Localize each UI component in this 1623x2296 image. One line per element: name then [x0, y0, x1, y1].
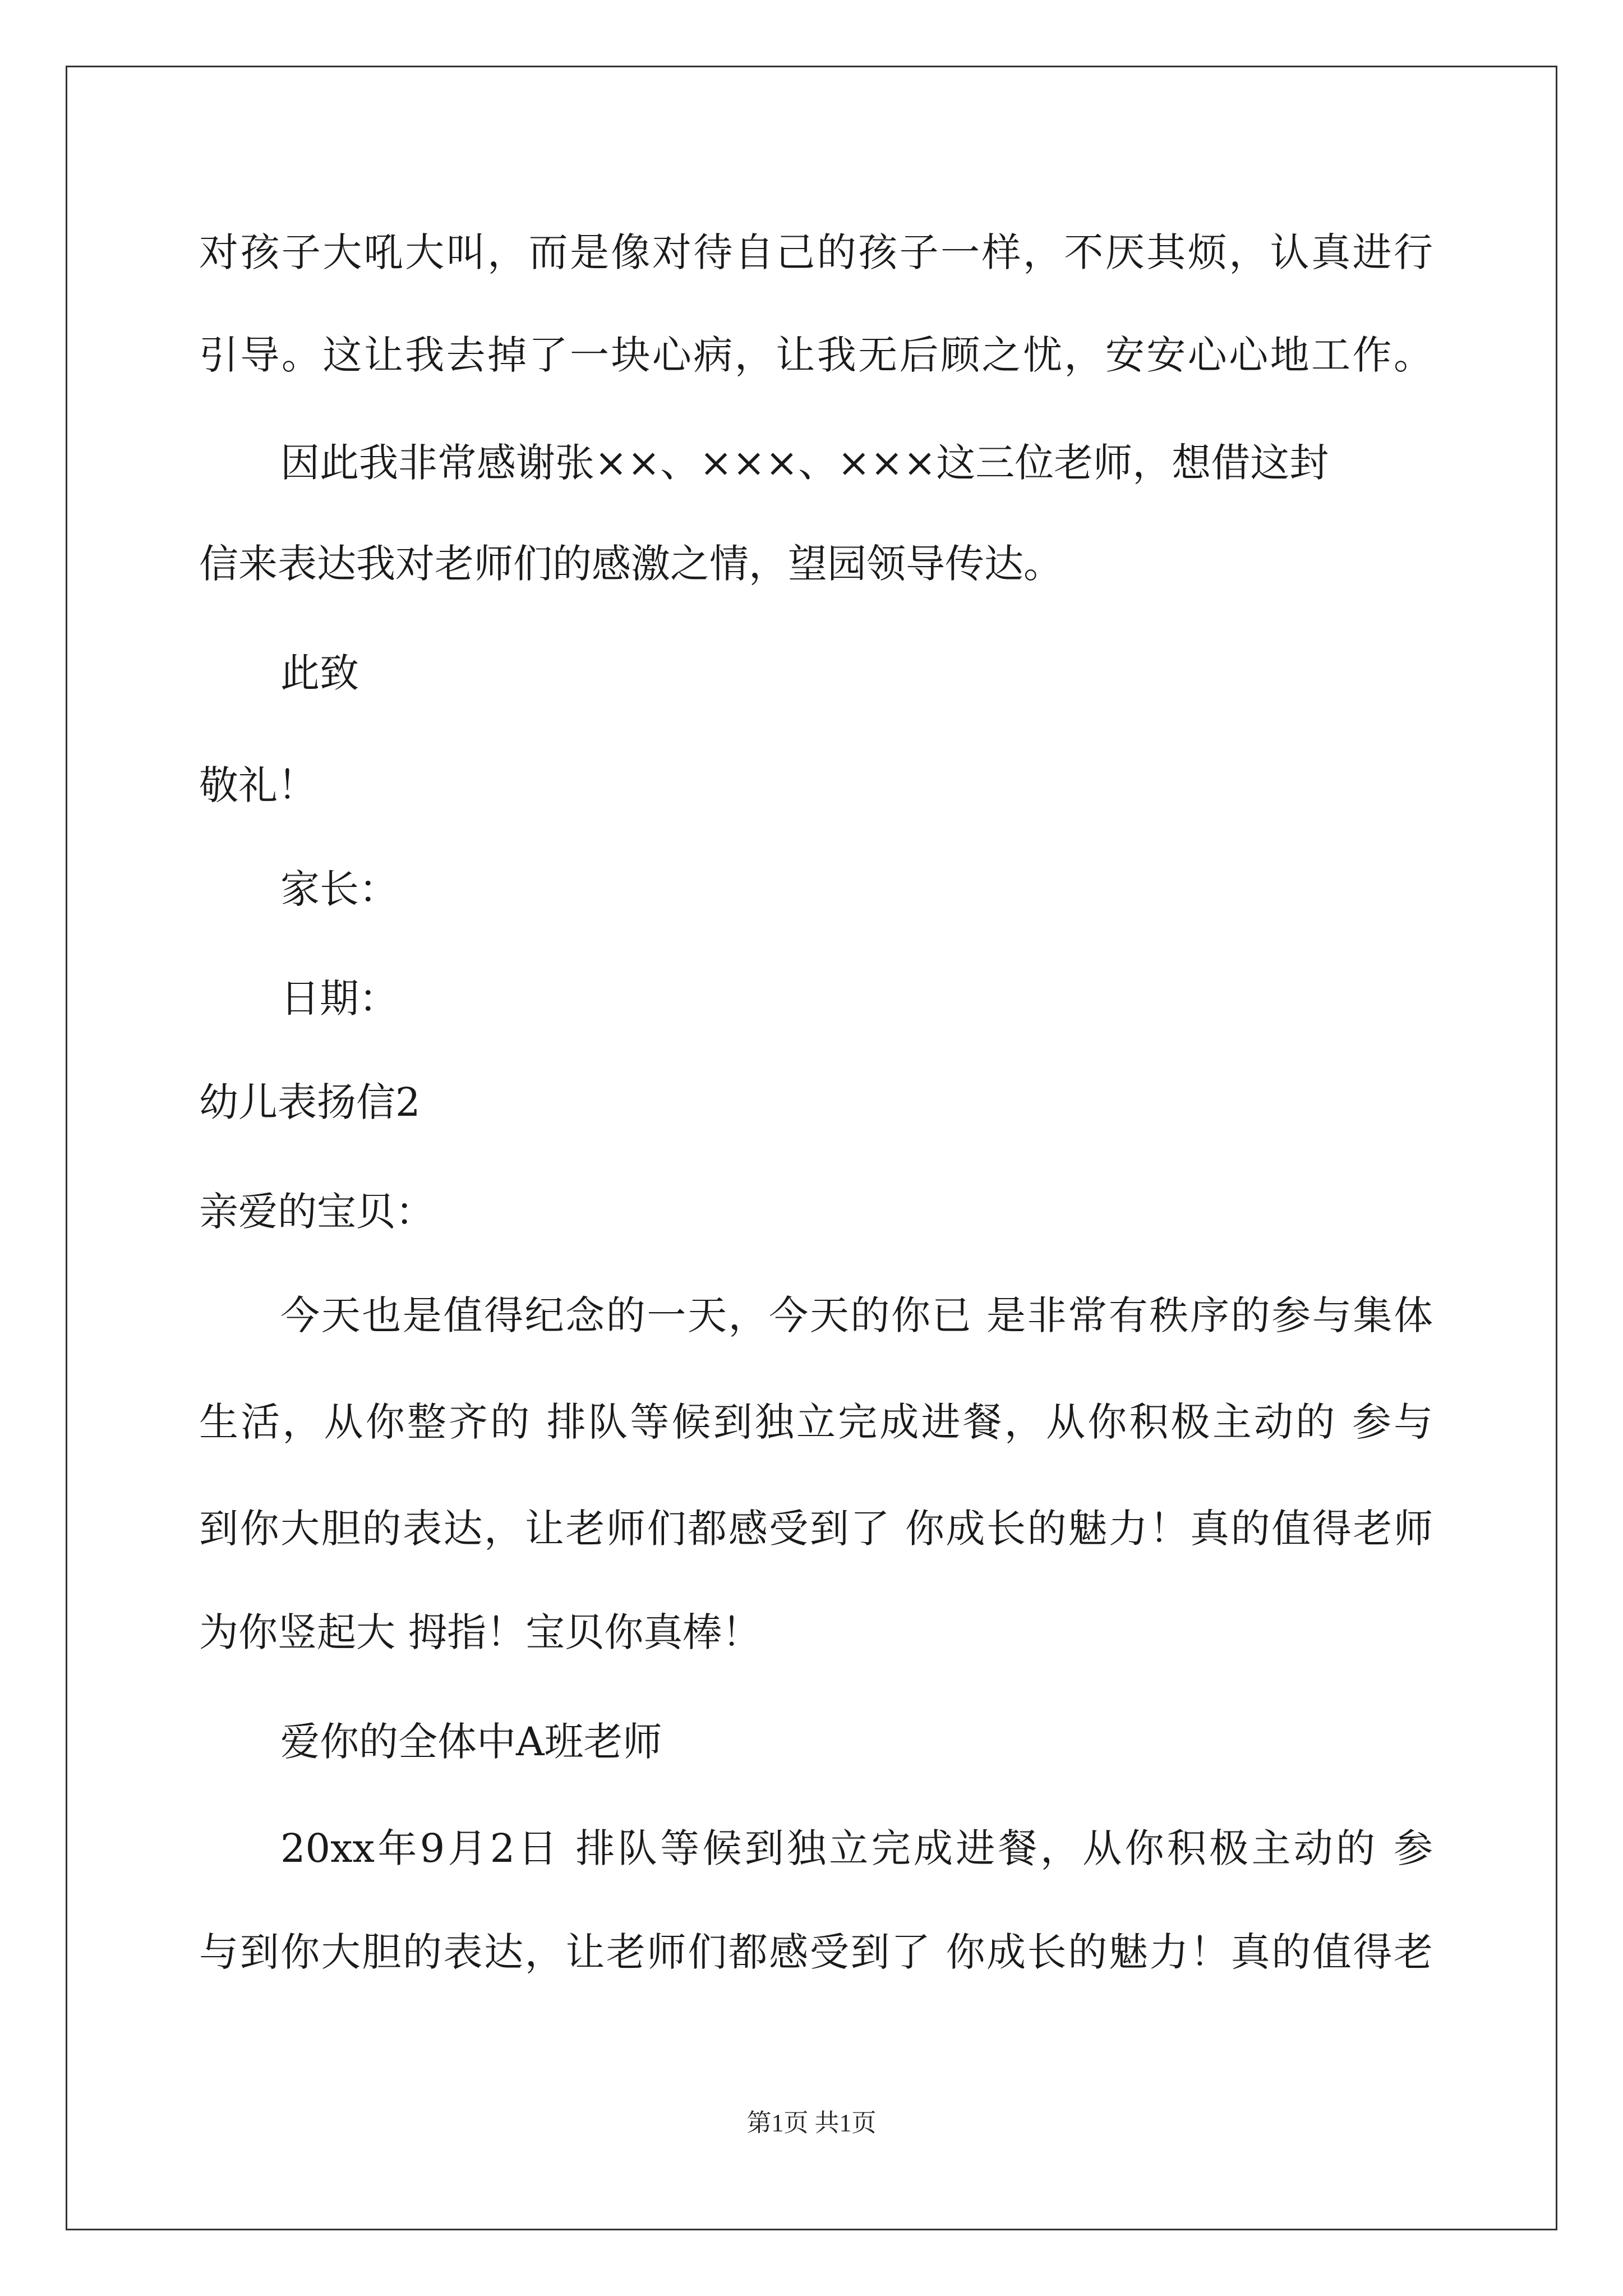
paragraph-line: 今天也是值得纪念的一天，今天的你已 是非常有秩序的参与集体 — [280, 1292, 1433, 1338]
signature-teachers: 爱你的全体中A班老师 — [280, 1719, 662, 1765]
paragraph-line: 到你大胆的表达，让老师们都感受到了 你成长的魅力！真的值得老师 — [199, 1506, 1433, 1552]
paragraph-line: 对孩子大吼大叫，而是像对待自己的孩子一样，不厌其烦，认真进行 — [199, 229, 1433, 275]
paragraph-line: 为你竖起大 拇指！宝贝你真棒！ — [199, 1609, 762, 1655]
section-title: 幼儿表扬信2 — [199, 1079, 421, 1125]
paragraph-line: 引导。这让我去掉了一块心病，让我无后顾之忧，安安心心地工作。 — [199, 332, 1433, 378]
paragraph-line: 生活，从你整齐的 排队等候到独立完成进餐，从你积极主动的 参与 — [199, 1399, 1433, 1445]
paragraph-line: 信来表达我对老师们的感激之情，望园领导传达。 — [199, 541, 1063, 587]
paragraph-line: 与到你大胆的表达，让老师们都感受到了 你成长的魅力！真的值得老 — [199, 1929, 1433, 1975]
closing-salutation: 此致 — [280, 650, 359, 696]
signature-date: 日期： — [280, 976, 398, 1022]
greeting: 亲爱的宝贝： — [199, 1189, 435, 1235]
signature-parent: 家长： — [280, 866, 398, 912]
page-border — [66, 66, 1557, 2230]
paragraph-line: 因此我非常感谢张××、×××、×××这三位老师，想借这封 — [280, 440, 1329, 486]
closing-respect: 敬礼！ — [199, 762, 317, 808]
paragraph-line: 20xx年9月2日 排队等候到独立完成进餐，从你积极主动的 参 — [280, 1825, 1433, 1871]
page-footer: 第1页 共1页 — [746, 2109, 877, 2137]
